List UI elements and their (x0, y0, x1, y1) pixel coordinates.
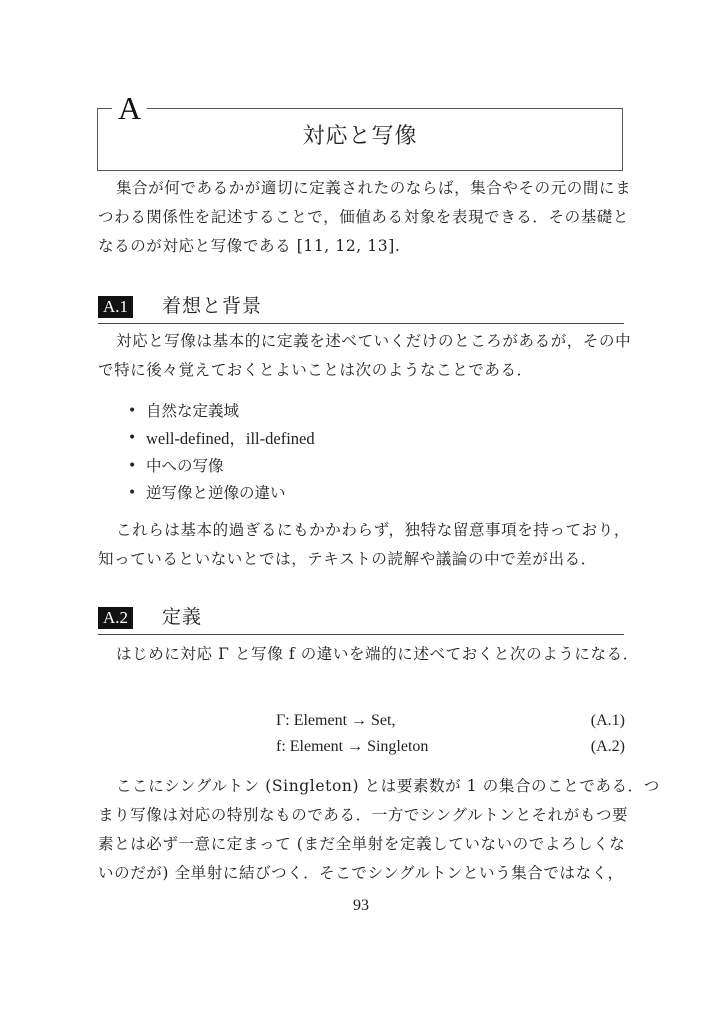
bullet-item: • 逆写像と逆像の違い (128, 480, 315, 507)
section-a2-paragraph-1 (98, 640, 639, 669)
bullet-icon: • (128, 403, 137, 419)
section-title: 定義 (162, 606, 203, 628)
bullet-list (128, 398, 315, 507)
page-number: 93 (353, 897, 369, 914)
paragraph-line: で特に後々覚えておくとよいことは次のようなことである． (98, 361, 533, 379)
equation-number: (A.2) (590, 738, 625, 755)
bullet-item: • well-defined，ill-defined (128, 425, 315, 453)
equation-row (0, 734, 722, 760)
bullet-icon: • (128, 458, 137, 474)
section-a1-paragraph-2 (98, 516, 630, 574)
equation-body: Γ: Element → Set, (276, 712, 396, 729)
paragraph-line: ここにシングルトン (Singleton) とは要素数が 1 の集合のことである．つ (116, 777, 660, 795)
section-heading-a2 (98, 607, 624, 635)
bullet-icon: • (128, 485, 137, 501)
intro-paragraph (98, 174, 632, 261)
paragraph-line: なるのが対応と写像である [11, 12, 13]. (98, 237, 401, 255)
section-number-badge: A.1 (98, 296, 133, 318)
paragraph-line: 対応と写像は基本的に定義を述べていくだけのところがあるが，その中 (116, 332, 632, 350)
section-title: 着想と背景 (162, 295, 263, 317)
bullet-item: • 中への写像 (128, 453, 315, 480)
paragraph-line: まり写像は対応の特別なものである．一方でシングルトンとそれがもつ要 (98, 806, 629, 824)
section-a2-paragraph-2 (98, 772, 660, 888)
paragraph-line: つわる関係性を記述することで，価値ある対象を表現できる．その基礎と (98, 208, 629, 226)
paragraph-line: 知っているといないとでは，テキストの読解や議論の中で差が出る． (98, 550, 597, 568)
equation-row (0, 708, 722, 734)
equation-number: (A.1) (590, 712, 625, 729)
bullet-icon: • (128, 430, 137, 446)
paragraph-line: はじめに対応 Γ と写像 f の違いを端的に述べておくと次のようになる． (116, 645, 639, 663)
equation-body: f: Element → Singleton (276, 738, 429, 755)
chapter-title: 対応と写像 (302, 124, 418, 149)
section-heading-a1 (98, 296, 624, 324)
bullet-item: • 自然な定義域 (128, 398, 315, 425)
section-a1-paragraph-1 (98, 327, 632, 385)
chapter-letter: A (112, 92, 147, 124)
paragraph-line: これらは基本的過ぎるにもかかわらず，独特な留意事項を持っており， (116, 521, 630, 539)
section-number-badge: A.2 (98, 607, 133, 629)
paragraph-line: いのだが) 全単射に結びつく．そこでシングルトンという集合ではなく， (98, 864, 624, 882)
paragraph-line: 集合が何であるかが適切に定義されたのならば，集合やその元の間にま (116, 179, 632, 197)
paragraph-line: 素とは必ず一意に定まって (まだ全単射を定義していないのでよろしくな (98, 835, 626, 853)
